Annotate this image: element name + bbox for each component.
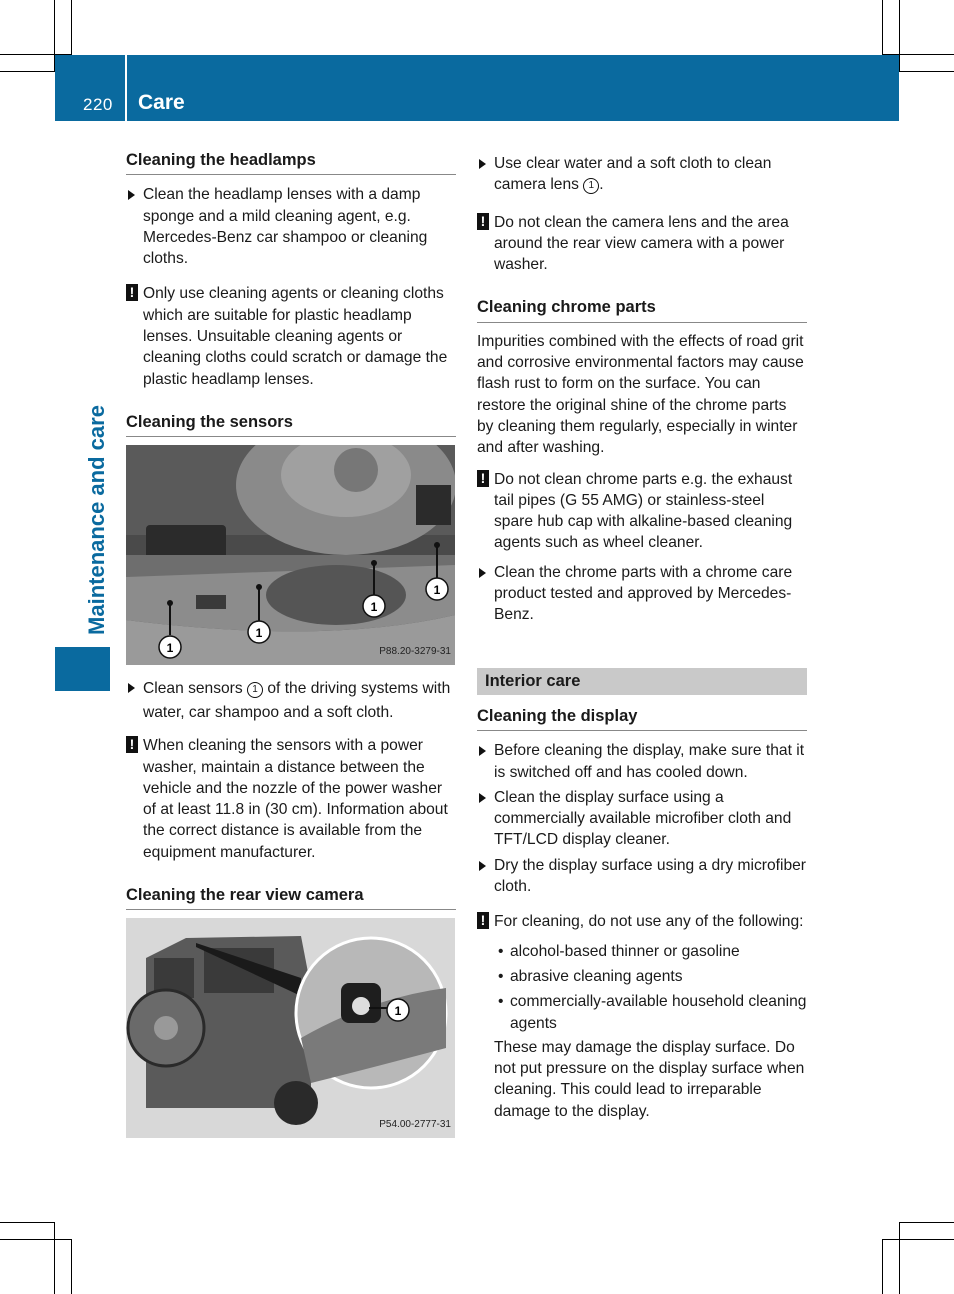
- right-column: [477, 150, 807, 1122]
- page-number: 220: [83, 95, 113, 114]
- warning-icon: !: [477, 912, 489, 929]
- sensor-callout: 1: [255, 626, 263, 641]
- heading-camera: Cleaning the rear view camera: [126, 885, 456, 910]
- warning-text: Only use cleaning agents or cleaning cloths which are suitable for plastic headlamp lenses. Unsuitable cleaning agents or cleaning cloths could scratch or damage the plastic headlamp lenses.: [143, 285, 448, 388]
- sensors-photo: [126, 445, 455, 665]
- step-text: Use clear water and a soft cloth to clean camera lens: [494, 155, 772, 194]
- crop-mark: [0, 71, 54, 72]
- warning-text: Do not clean the camera lens and the area around the rear view camera with a power washer.: [494, 213, 789, 274]
- crop-mark: [900, 71, 954, 72]
- warning-text: Do not clean chrome parts e.g. the exhaust tail pipes (G 55 AMG) or stainless-steel spare hub cap with alkaline-based cleaning agents such as wheel cleaner.: [494, 470, 793, 552]
- warning-icon: !: [126, 736, 138, 753]
- step-chrome: Clean the chrome parts with a chrome care product tested and approved by Mercedes-Benz.: [477, 562, 807, 626]
- list-item: • alcohol-based thinner or gasoline: [477, 941, 807, 962]
- warning-text: For cleaning, do not use any of the following:: [494, 913, 804, 931]
- step-display: Dry the display surface using a dry microfiber cloth.: [477, 855, 807, 898]
- heading-chrome: Cleaning chrome parts: [477, 297, 807, 322]
- callout-marker: 1: [247, 682, 263, 698]
- warning-sensors: [126, 735, 456, 863]
- chapter-side-tab: [55, 647, 110, 691]
- list-item: • commercially-available household cleaning agents: [477, 991, 807, 1034]
- crop-mark: [54, 1222, 55, 1294]
- step-text: Clean sensors: [143, 680, 243, 698]
- warning-icon: !: [126, 284, 138, 301]
- sensors-illustration: [126, 445, 455, 665]
- sensor-callout: 1: [370, 600, 378, 615]
- crop-mark: [882, 0, 883, 54]
- chapter-side-label: Maintenance and care: [84, 405, 109, 635]
- display-closing: These may damage the display surface. Do not put pressure on the display surface when cleaning. This could lead to irreparable damage to the display.: [494, 1038, 805, 1120]
- heading-sensors: Cleaning the sensors: [126, 412, 456, 437]
- warning-icon: !: [477, 213, 489, 230]
- step-camera: [477, 153, 807, 196]
- step-display: Clean the display surface using a commercially available microfiber cloth and TFT/LCD display cleaner.: [477, 787, 807, 851]
- crop-mark: [899, 1222, 900, 1294]
- image-code: P88.20-3279-31: [379, 645, 451, 657]
- crop-mark: [71, 1240, 72, 1294]
- heading-headlamps: Cleaning the headlamps: [126, 150, 456, 175]
- warning-headlamps: [126, 283, 456, 389]
- warning-chrome: [477, 469, 807, 554]
- warning-camera: [477, 212, 807, 276]
- chrome-intro: Impurities combined with the effects of road grit and corrosive environmental factors may cause flash rust to form on the surface. You can restore the original shine of the chrome parts by cleaning them regularly, especially in winter and after washing.: [477, 332, 804, 457]
- crop-mark: [899, 0, 900, 72]
- left-column: [126, 150, 456, 1138]
- crop-mark: [882, 1240, 883, 1294]
- image-code: P54.00-2777-31: [379, 1119, 451, 1131]
- crop-mark: [882, 1239, 954, 1240]
- sensor-callout: 1: [433, 583, 441, 598]
- callout-marker: 1: [583, 178, 599, 194]
- step-headlamps: Clean the headlamp lenses with a damp sponge and a mild cleaning agent, e.g. Mercedes-Benz car shampoo or cleaning cloths.: [126, 184, 456, 269]
- camera-photo: [126, 918, 455, 1138]
- warning-display: [477, 911, 807, 932]
- camera-callout: 1: [394, 1004, 402, 1019]
- list-item: • abrasive cleaning agents: [477, 966, 807, 987]
- header-divider: [125, 55, 127, 121]
- step-sensors: [126, 677, 456, 725]
- heading-display: Cleaning the display: [477, 706, 807, 731]
- camera-illustration: [126, 918, 455, 1138]
- crop-mark: [71, 0, 72, 54]
- section-title: Care: [138, 91, 185, 114]
- step-display: Before cleaning the display, make sure that it is switched off and has cooled down.: [477, 740, 807, 783]
- warning-icon: !: [477, 470, 489, 487]
- warning-text: When cleaning the sensors with a power washer, maintain a distance between the vehicle and the nozzle of the power washer of at least 11.8 in (30 cm). Information about the correct distance is available from the equipment manufacturer.: [143, 737, 448, 861]
- crop-mark: [0, 1239, 72, 1240]
- step-text: .: [599, 176, 604, 194]
- sensor-callout: 1: [166, 641, 174, 656]
- heading-interior-care: Interior care: [477, 668, 807, 695]
- crop-mark: [0, 1222, 54, 1223]
- crop-mark: [900, 1222, 954, 1223]
- step-text: of the driving systems with water, car shampoo and a soft cloth.: [143, 680, 451, 722]
